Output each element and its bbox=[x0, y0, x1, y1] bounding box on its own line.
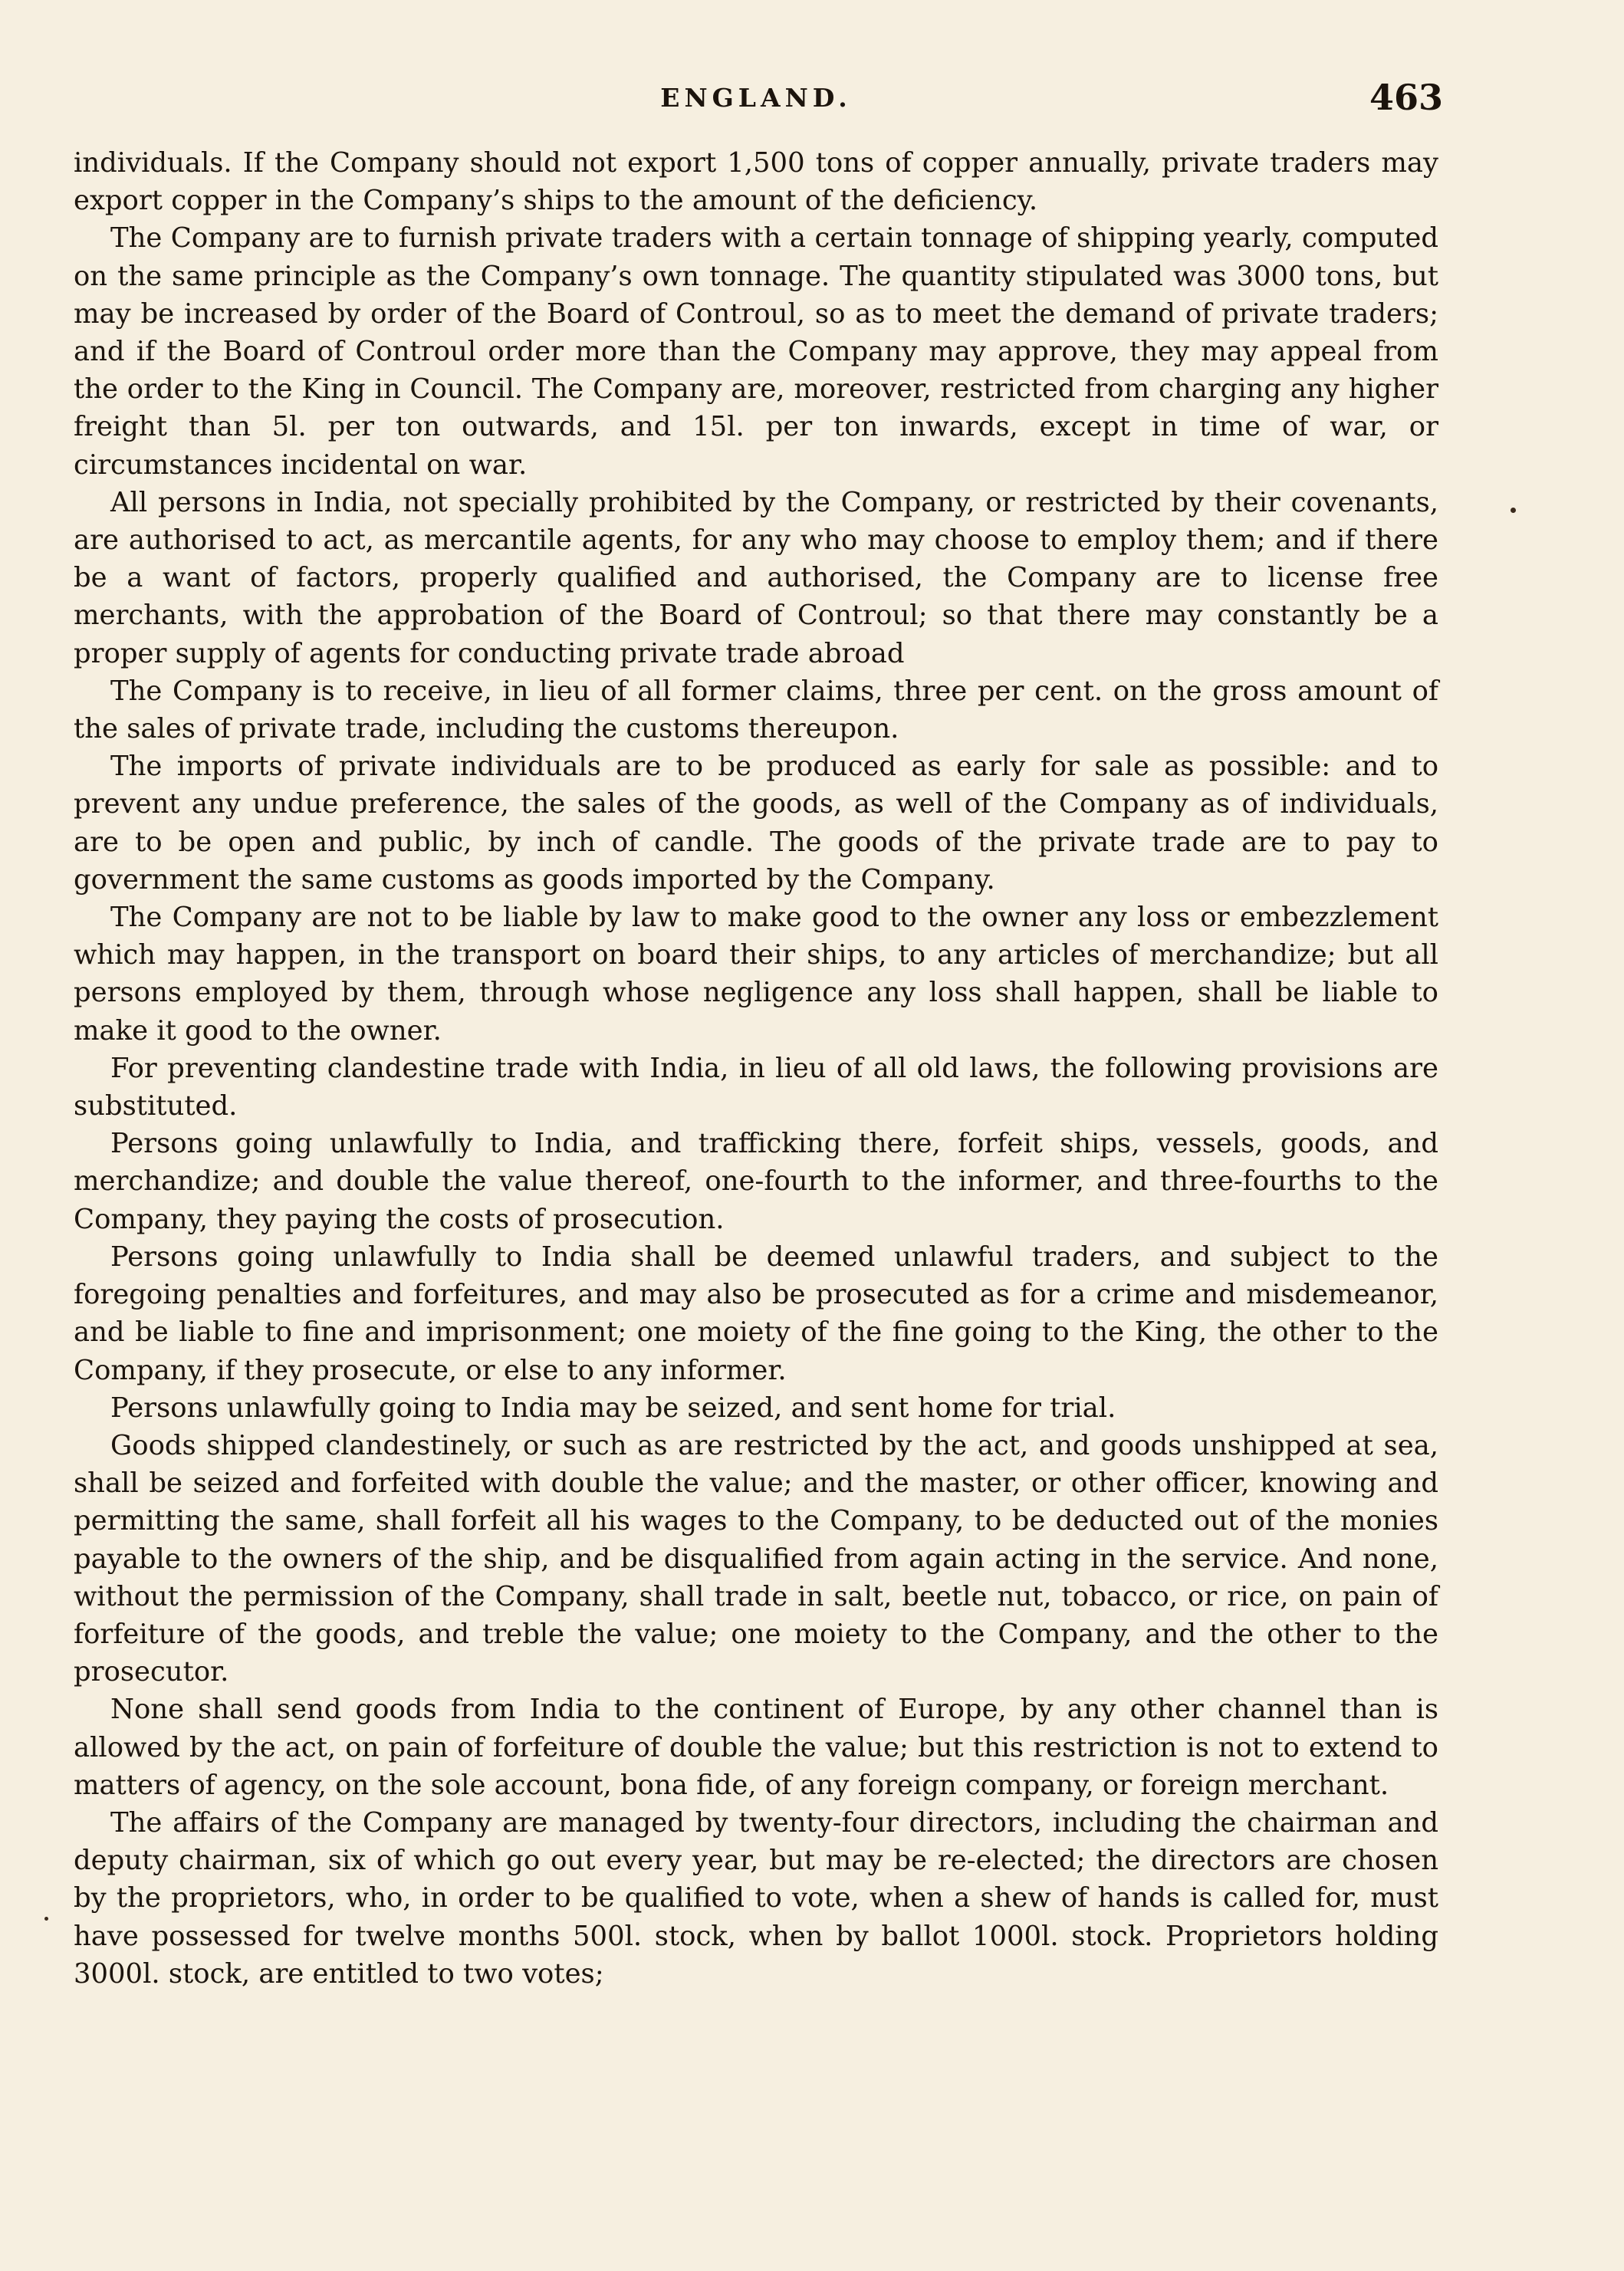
paragraph-8: Persons going unlawfully to India, and trafficking there, forfeit ships, vessels, goods, and merchandize; and double the value thereof, one-fourth to the informer, and three-fourths to the Company, they paying the costs of prosecution. bbox=[74, 1128, 1438, 1235]
body-text bbox=[74, 144, 1438, 1993]
paragraph-10: Persons unlawfully going to India may be seized, and sent home for trial. bbox=[110, 1392, 1116, 1424]
paragraph-4: The Company is to receive, in lieu of all former claims, three per cent. on the gross amount of the sales of private trade, including the customs thereupon. bbox=[74, 675, 1438, 745]
paragraph-1: individuals. If the Company should not export 1,500 tons of copper annually, private traders may export copper in the Company’s ships to the amount of the deficiency. bbox=[74, 147, 1438, 217]
paragraph-11: Goods shipped clandestinely, or such as are restricted by the act, and goods unshipped at sea, shall be seized and forfeited with double the value; and the master, or other officer, knowing and permitting the same, shall forfeit all his wages to the Company, to be deducted out of the monies payable to the owners of the ship, and be disqualified from again acting in the service. And none, without the permission of the Company, shall trade in salt, beetle nut, tobacco, or rice, on pain of forfeiture of the goods, and treble the value; one moiety to the Company, and the other to the prosecutor. bbox=[74, 1429, 1438, 1688]
running-title: ENGLAND. bbox=[660, 83, 852, 113]
ink-speck bbox=[44, 1917, 48, 1921]
paragraph-2: The Company are to furnish private traders with a certain tonnage of shipping yearly, computed on the same principle as the Company’s own tonnage. The quantity stipulated was 3000 tons, but may be increased by order of the Board of Controul, so as to meet the demand of private traders; and if the Board of Controul order more than the Company may approve, they may appeal from the order to the King in Council. The Company are, moreover, restricted from charging any higher freight than 5l. per ton outwards, and 15l. per ton inwards, except in time of war, or circumstances incidental on war. bbox=[74, 222, 1438, 481]
page-number: 463 bbox=[1369, 77, 1443, 118]
paragraph-6: The Company are not to be liable by law to make good to the owner any loss or embezzlement which may happen, in the transport on board their ships, to any articles of merchandize; but all persons employed by them, through whose negligence any loss shall happen, shall be liable to make it good to the owner. bbox=[74, 902, 1438, 1047]
paragraph-5: The imports of private individuals are to be produced as early for sale as possible: and to prevent any undue preference, the sales of the goods, as well of the Company as of individuals, are to be open and public, by inch of candle. The goods of the private trade are to pay to government the same customs as goods imported by the Company. bbox=[74, 751, 1438, 896]
paragraph-9: Persons going unlawfully to India shall be deemed unlawful traders, and subject to the foregoing penalties and forfeitures, and may also be prosecuted as for a crime and misdemeanor, and be liable to fine and imprisonment; one moiety of the fine going to the King, the other to the Company, if they prosecute, or else to any informer. bbox=[74, 1241, 1438, 1386]
paragraph-13: The affairs of the Company are managed by twenty-four directors, including the chairman and deputy chairman, six of which go out every year, but may be re-elected; the directors are chosen by the proprietors, who, in order to be qualified to vote, when a shew of hands is called for, must have possessed for twelve months 500l. stock, when by ballot 1000l. stock. Proprietors holding 3000l. stock, are entitled to two votes; bbox=[74, 1806, 1438, 1990]
paragraph-12: None shall send goods from India to the continent of Europe, by any other channel than is allowed by the act, on pain of forfeiture of double the value; but this restriction is not to extend to matters of agency, on the sole account, bona fide, of any foreign company, or foreign merchant. bbox=[74, 1694, 1438, 1801]
running-head bbox=[74, 75, 1443, 121]
ink-speck bbox=[1511, 508, 1516, 513]
paragraph-7: For preventing clandestine trade with India, in lieu of all old laws, the following provisions are substituted. bbox=[74, 1052, 1438, 1122]
paragraph-3: All persons in India, not specially prohibited by the Company, or restricted by their covenants, are authorised to act, as mercantile agents, for any who may choose to employ them; and if there be a want of factors, properly qualified and authorised, the Company are to license free merchants, with the approbation of the Board of Controul; so that there may constantly be a proper supply of agents for conducting private trade abroad bbox=[74, 486, 1438, 669]
